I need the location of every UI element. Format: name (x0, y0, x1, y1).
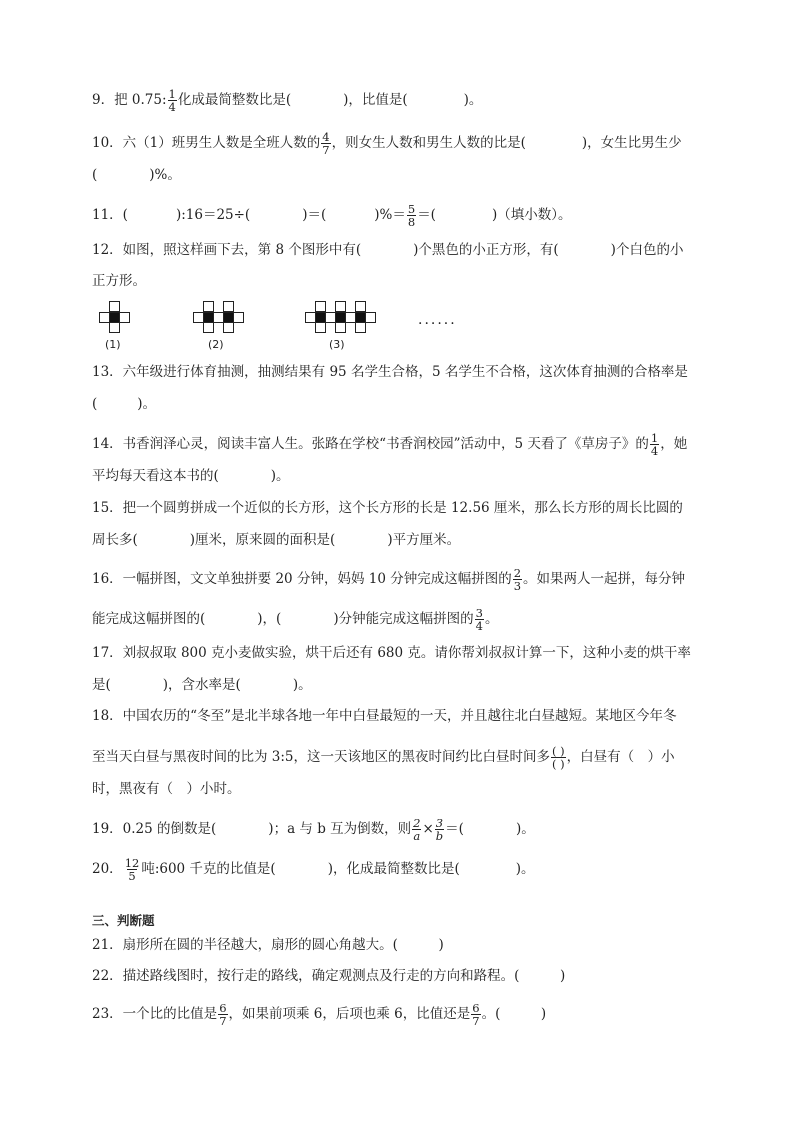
q11-c: )＝( (302, 207, 327, 223)
fig3-bot-b (335, 322, 346, 333)
fig2-r (233, 312, 244, 323)
q20-a: 20． (92, 861, 123, 877)
q10-text-b: ，则女生人数和男生人数的比是( (331, 135, 526, 151)
q23-a: 23．一个比的比值是 (92, 1006, 218, 1022)
q23-c: 。( ) (481, 1006, 547, 1022)
q10-l2b: )%。 (149, 167, 181, 183)
question-10-line2 (92, 166, 181, 184)
question-20 (92, 857, 535, 882)
q11-g: )（填小数）。 (491, 207, 572, 223)
q16-fraction-1: $\frac{2}{3}$ (513, 566, 522, 593)
fig2-top-b (223, 301, 234, 312)
q14-a: 14．书香润泽心灵，阅读丰富人生。张路在学校“书香润校园”活动中，5 天看了《草房子》的 (92, 436, 649, 452)
q13-l1: 13．六年级进行体育抽测，抽测结果有 95 名学生合格，5 名学生不合格，这次体育抽测的合格率是 (92, 364, 688, 380)
q9-fraction: $\frac{1}{4}$ (168, 87, 176, 114)
q23-b: ，如果前项乘 6，后项也乘 6，比值还是 (228, 1006, 471, 1022)
q19-d: )。 (515, 821, 535, 837)
fig1-bottom (109, 322, 120, 333)
question-13 (92, 363, 688, 381)
q23-fraction-1: $\frac{6}{7}$ (219, 1001, 227, 1028)
figure-3-label: (3) (329, 338, 345, 351)
q15-l2b: )厘米，原来圆的面积是( (189, 532, 336, 548)
q20-b: 吨:600 千克的比值是( (141, 861, 276, 877)
question-17 (92, 644, 691, 662)
question-22: 22．描述路线图时，按行走的路线，确定观测点及行走的方向和路程。( ) (92, 968, 566, 984)
q15-l2c: )平方厘米。 (387, 532, 461, 548)
fig3-top-c (355, 301, 366, 312)
q9-text-d: )。 (463, 92, 483, 108)
q14-b: ，她 (660, 436, 688, 452)
q11-a: 11．( (92, 207, 128, 223)
q13-l2: ( (92, 396, 98, 412)
q12-l1b: )个黑色的小正方形，有( (413, 242, 559, 258)
q19-c: ＝( (445, 821, 464, 837)
q18-l2: 至当天白昼与黑夜时间的比为 3:5，这一天该地区的黑夜时间约比白昼时间多 (92, 749, 551, 765)
fig2-top-a (203, 301, 214, 312)
q19-a: 19．0.25 的倒数是( (92, 821, 217, 837)
q20-fraction: $\frac{12}{5}$ (124, 856, 140, 883)
section-heading: 三、判断题 (92, 913, 155, 928)
q10-text-a: 10．六（1）班男生人数是全班人数的 (92, 135, 321, 151)
q12-l1: 12．如图，照这样画下去，第 8 个图形中有( (92, 242, 362, 258)
q14-l2b: )。 (270, 468, 290, 484)
q16-l2c: )分钟能完成这幅拼图的 (333, 611, 474, 627)
question-18 (92, 707, 676, 725)
q19-fraction-2: $\frac{3}{b}$ (435, 816, 444, 843)
q20-d: )。 (515, 861, 535, 877)
fig1-top (109, 301, 120, 312)
question-13-line2 (92, 395, 156, 413)
question-18-line3 (92, 780, 241, 798)
q11-d: )%＝ (374, 207, 406, 223)
q15-l2: 周长多( (92, 532, 138, 548)
fig3-top-a (315, 301, 326, 312)
q18-l1: 18．中国农历的“冬至”是北半球各地一年中白昼最短的一天，并且越往北白昼越短。某地区今年冬 (92, 708, 677, 724)
q10-l2: ( (92, 167, 98, 183)
question-10 (92, 131, 682, 156)
fig1-right (119, 312, 130, 323)
question-9 (92, 88, 482, 113)
q10-fraction: $\frac{4}{7}$ (322, 130, 330, 157)
question-14 (92, 432, 687, 457)
q19-times: × (422, 821, 434, 837)
q15-l1: 15．把一个圆剪拼成一个近似的长方形，这个长方形的长是 12.56 厘米，那么长方形的周长比圆的 (92, 500, 683, 516)
question-23 (92, 1002, 546, 1027)
q10-text-c: )，女生比男生少 (581, 135, 682, 151)
q16-a: 16．一幅拼图，文文单独拼要 20 分钟，妈妈 10 分钟完成这幅拼图的 (92, 571, 512, 587)
q17-l2: 是( (92, 677, 111, 693)
q23-fraction-2: $\frac{6}{7}$ (472, 1001, 480, 1028)
q12-l1c: )个白色的小 (610, 242, 684, 258)
q16-l2d: 。 (484, 611, 499, 627)
q12-l2: 正方形。 (92, 273, 146, 289)
question-12 (92, 241, 683, 259)
figure-1-label: (1) (105, 338, 121, 351)
fig3-r (365, 312, 376, 323)
q16-l2: 能完成这幅拼图的( (92, 611, 206, 627)
q14-l2: 平均每天看这本书的( (92, 468, 219, 484)
question-21: 21．扇形所在圆的半径越大，扇形的圆心角越大。( ) (92, 937, 444, 953)
q17-l1: 17．刘叔叔取 800 克小麦做实验，烘干后还有 680 克。请你帮刘叔叔计算一下，这种小麦的烘干率 (92, 645, 691, 661)
q16-fraction-2: $\frac{3}{4}$ (475, 606, 483, 633)
figure-ellipsis: ······ (418, 316, 457, 332)
q9-text-b: 化成最简整数比是( (177, 92, 292, 108)
q14-fraction: $\frac{1}{4}$ (650, 431, 659, 458)
question-17-line2 (92, 676, 312, 694)
q18-l3: 时，黑夜有（ ）小时。 (92, 781, 241, 797)
q19-fraction-1: $\frac{2}{a}$ (413, 816, 421, 843)
question-15-line2 (92, 531, 460, 549)
question-12-line2 (92, 272, 146, 290)
figure-2-label: (2) (208, 338, 224, 351)
question-11 (92, 203, 572, 228)
question-18-line2 (92, 745, 675, 770)
q19-b: )；a 与 b 互为倒数，则 (268, 821, 412, 837)
q16-b: 。如果两人一起拼，每分钟 (523, 571, 686, 587)
q16-l2b: )，( (257, 611, 282, 627)
question-19 (92, 817, 535, 842)
fig2-bot-a (203, 322, 214, 333)
fig2-bot-b (223, 322, 234, 333)
fig3-top-b (335, 301, 346, 312)
question-14-line2 (92, 467, 290, 485)
q11-fraction: $\frac{5}{8}$ (407, 202, 416, 229)
fig3-bot-c (355, 322, 366, 333)
question-16-line2 (92, 607, 498, 632)
q17-l2c: )。 (292, 677, 312, 693)
q11-b: ):16＝25÷( (175, 207, 251, 223)
q13-l2b: )。 (137, 396, 157, 412)
q17-l2b: )，含水率是( (162, 677, 241, 693)
question-16 (92, 567, 685, 592)
q9-text-a: 9．把 0.75: (92, 92, 167, 108)
question-15 (92, 499, 683, 517)
q11-e: ＝( (417, 207, 436, 223)
q20-c: )，化成最简整数比是( (327, 861, 460, 877)
fig3-bot-a (315, 322, 326, 333)
q18-fraction: $\frac{( )}{( )}$ (552, 744, 565, 771)
q18-l2b: ，白昼有（ ）小 (566, 749, 675, 765)
q9-text-c: )，比值是( (343, 92, 408, 108)
